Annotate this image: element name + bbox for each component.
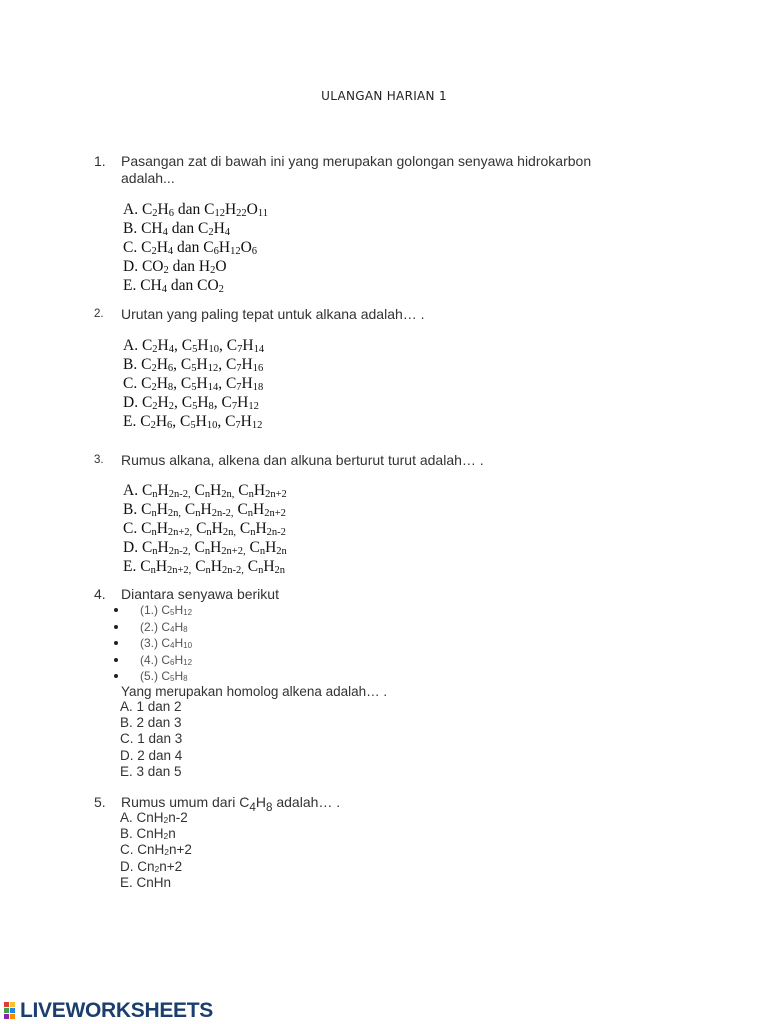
answer-option: D. $CO_2$ dan $H_2O$ (123, 258, 227, 276)
logo-icon (4, 1002, 18, 1020)
compound-label: (4.) $C_6H_{12}$ (140, 652, 193, 667)
answer-option: B. 2 dan 3 (120, 715, 182, 731)
question-prompt: Yang merupakan homolog alkena adalah… . (121, 684, 388, 699)
answer-option: C. $C_2H_8$, $C_5H_{14}$, $C_7H_{18}$ (123, 375, 264, 393)
compound-label: (5.) $C_5H_8$ (140, 669, 188, 683)
answer-option: A. $C_2H_4$, $C_5H_{10}$, $C_7H_{14}$ (123, 337, 265, 355)
answer-option: A. 1 dan 2 (120, 699, 182, 714)
answer-option: D. $Cn_2n+2$ (120, 858, 183, 874)
question-text: Rumus umum dari $C_4H_8$ adalah… . (121, 794, 341, 814)
answer-option: E. 3 dan 5 (120, 763, 182, 779)
answer-options (120, 810, 192, 891)
question-text: Diantara senyawa berikut (121, 586, 279, 602)
answer-option: C. $C_nH_{2n+2,}$ $C_nH_{2n,}$ $C_nH_{2n-2}$ (123, 520, 286, 538)
answer-option: D. $C_2H_2$, $C_5H_8$, $C_7H_{12}$ (123, 394, 259, 412)
page-title: ULANGAN HARIAN 1 (321, 89, 447, 103)
question-text: Pasangan zat di bawah ini yang merupakan golongan senyawa hidrokarbon adalah... (121, 153, 592, 186)
answer-option: B. CnH$_2$n (120, 826, 176, 842)
logo-text: LIVEWORKSHEETS (20, 999, 213, 1022)
answer-option: D. $C_nH_{2n-2,}$ $C_nH_{2n+2,}$ $C_nH_{2n}$ (123, 539, 287, 557)
bullet-icon (114, 625, 118, 629)
answer-option: B. $C_2H_6$, $C_5H_{12}$, $C_7H_{16}$ (123, 356, 264, 374)
answer-option: A. $C_nH_{2n-2,}$ $C_nH_{2n,}$ $C_nH_{2n+2}$ (123, 482, 287, 500)
answer-option: E. $C_2H_6$, $C_5H_{10}$, $C_7H_{12}$ (123, 413, 263, 431)
question-text: Rumus alkana, alkena dan alkuna berturut turut adalah… . (121, 452, 484, 468)
answer-option: C. $C_2H_4$ dan $C_6H_{12}O_6$ (123, 239, 258, 257)
question-number: 1. (94, 153, 106, 169)
bullet-icon (114, 641, 118, 645)
answer-option: E. $C_nH_{2n+2,}$ $C_nH_{2n-2,}$ $C_nH_{2n}$ (123, 558, 286, 576)
question-number: 2. (94, 308, 104, 320)
answer-options (120, 699, 182, 780)
answer-option: B. $C_nH_{2n,}$ $C_nH_{2n-2,}$ $C_nH_{2n+2}$ (123, 501, 286, 519)
answer-options (123, 200, 268, 295)
answer-option: E. $CH_4$ dan $CO_2$ (123, 277, 224, 295)
compound-label: (1.) $C_5H_{12}$ (140, 603, 193, 617)
answer-option: D. 2 dan 4 (120, 747, 183, 763)
question-number: 3. (94, 454, 104, 466)
answer-option: C. CnH$_2$n+2 (120, 842, 192, 858)
bullet-icon (114, 674, 118, 678)
question-text: Urutan yang paling tepat untuk alkana adalah… . (121, 306, 425, 322)
bullet-icon (114, 658, 118, 662)
answer-option: E. CnHn (120, 874, 172, 890)
answer-option: A. $C_2H_6$ dan $C_{12}H_{22}O_{11}$ (123, 201, 268, 219)
question-number: 5. (94, 794, 106, 810)
compound-label: (2.) $C_4H_8$ (140, 619, 188, 634)
answer-options (123, 481, 287, 576)
answer-option: B. $CH_4$ dan $C_2H_4$ (123, 220, 231, 238)
answer-option: A. CnH$_2$n-2 (120, 810, 188, 825)
question-number: 4. (94, 586, 106, 602)
liveworksheets-logo (4, 999, 213, 1023)
answer-option: C. 1 dan 3 (120, 731, 183, 747)
compound-label: (3.) $C_4H_{10}$ (140, 636, 193, 650)
answer-options (123, 336, 264, 431)
bullet-icon (114, 608, 118, 612)
